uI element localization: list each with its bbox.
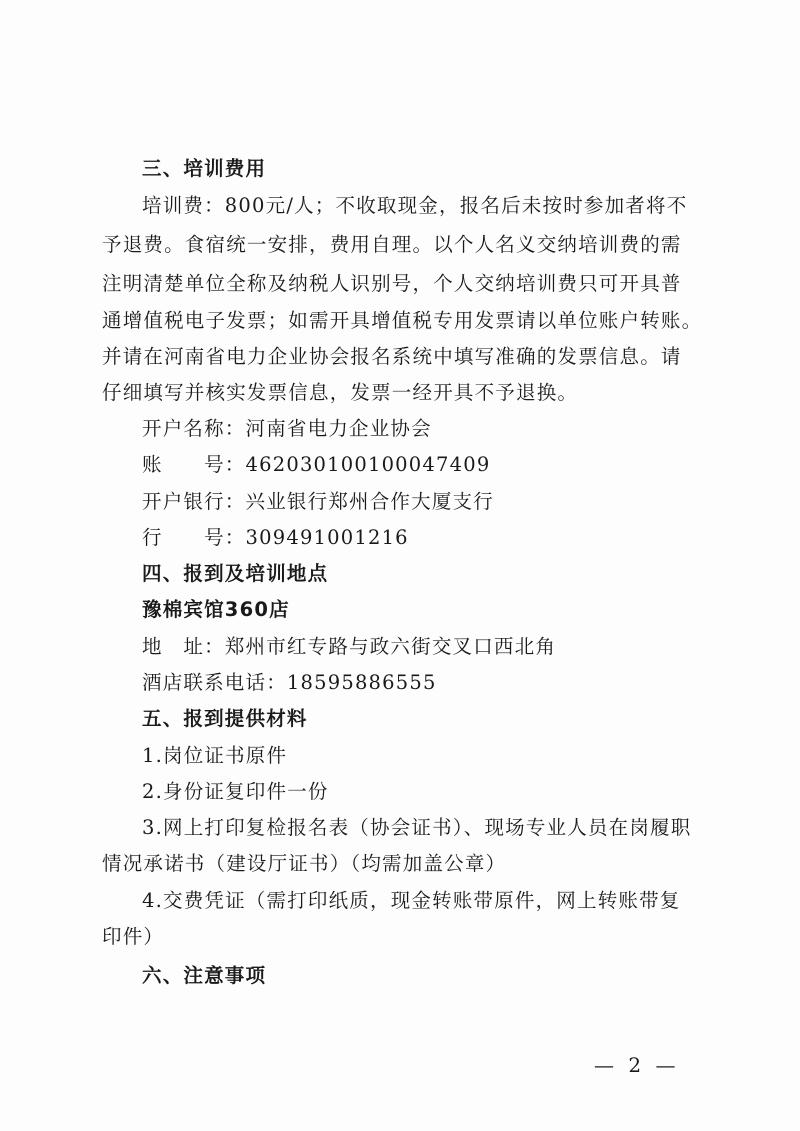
section-3-heading: 三、培训费用	[142, 157, 267, 180]
material-item-4-line-2: 印件）	[102, 925, 165, 948]
address-value: 郑州市红专路与政六街交叉口西北角	[224, 635, 557, 658]
account-name-value: 河南省电力企业协会	[245, 417, 432, 440]
fee-paragraph-line-3: 注明清楚单位全称及纳税人识别号，个人交纳培训费只可开具普	[102, 272, 682, 295]
bank-number-row	[142, 526, 409, 550]
fee-paragraph-line-4: 通增值税电子发票；如需开具增值税专用发票请以单位账户转账。	[102, 309, 703, 332]
section-5-heading: 五、报到提供材料	[142, 707, 308, 730]
material-item-4-line-1: 4.交费凭证（需打印纸质，现金转账带原件，网上转账带复	[142, 889, 681, 912]
material-item-2: 2.身份证复印件一份	[142, 780, 329, 803]
fee-paragraph-line-5: 并请在河南省电力企业协会报名系统中填写准确的发票信息。请	[102, 345, 682, 368]
account-number-row	[142, 453, 490, 477]
hotel-phone-value: 18595886555	[286, 671, 437, 694]
bank-label: 开户银行：	[142, 490, 246, 513]
page-number: — 2 —	[594, 1053, 680, 1077]
hotel-name: 豫棉宾馆360店	[142, 598, 290, 621]
bank-value: 兴业银行郑州合作大厦支行	[245, 490, 494, 513]
fee-paragraph-line-1: 培训费：800元/人；不收取现金，报名后未按时参加者将不	[142, 194, 688, 217]
section-4-heading: 四、报到及培训地点	[142, 562, 329, 585]
hotel-phone-label: 酒店联系电话：	[142, 671, 287, 694]
hotel-phone-row	[142, 671, 437, 695]
address-row	[142, 635, 556, 659]
account-name-row	[142, 417, 432, 441]
bank-number-value: 309491001216	[245, 526, 409, 549]
material-item-3-line-2: 情况承诺书（建设厅证书）（均需加盖公章）	[102, 852, 507, 875]
bank-number-label: 行 号：	[142, 526, 246, 549]
material-item-3-line-1: 3.网上打印复检报名表（协会证书）、现场专业人员在岗履职	[142, 816, 692, 839]
account-number-label: 账 号：	[142, 453, 246, 476]
fee-paragraph-line-6: 仔细填写并核实发票信息，发票一经开具不予退换。	[102, 381, 579, 404]
address-label: 地 址：	[142, 635, 225, 658]
bank-row	[142, 490, 494, 514]
fee-paragraph-line-2: 予退费。食宿统一安排，费用自理。以个人名义交纳培训费的需	[102, 233, 682, 256]
section-6-heading: 六、注意事项	[142, 964, 267, 987]
material-item-1: 1.岗位证书原件	[142, 744, 288, 767]
account-number-value: 462030100100047409	[245, 453, 491, 476]
account-name-label: 开户名称：	[142, 417, 246, 440]
